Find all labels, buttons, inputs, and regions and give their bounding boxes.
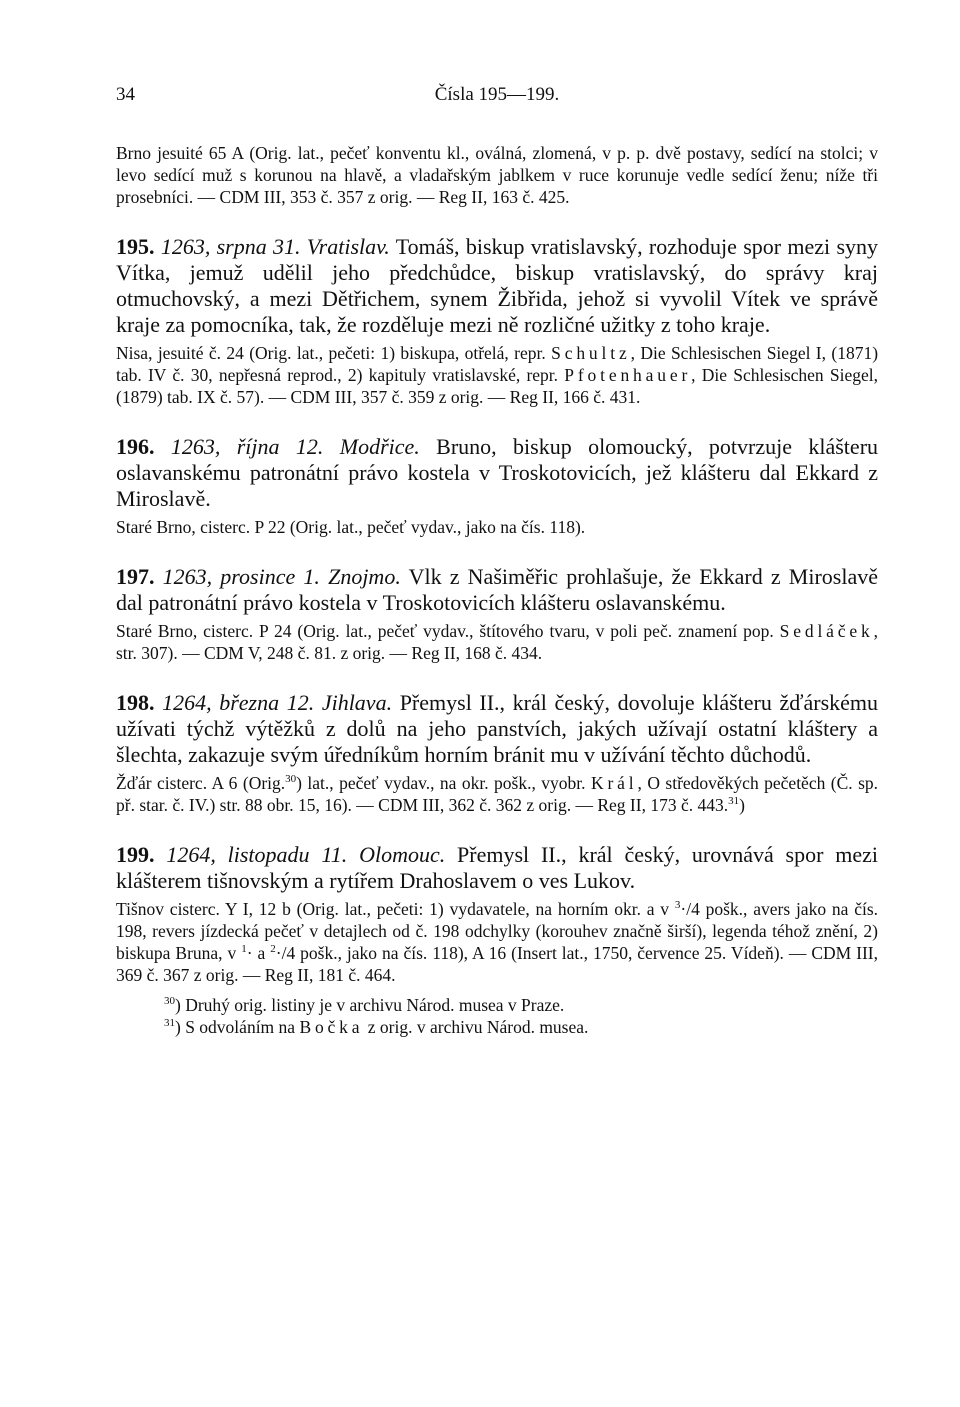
entry-date: 1263, prosince 1.: [162, 564, 320, 589]
author-name: Král: [591, 773, 638, 793]
entry-text: Vlk z Našiměřic prohlašuje, že Ekkard z Miroslavě dal patronátní právo kostela v Troskotovicích klášteru oslavanskému.: [116, 564, 879, 615]
entry-source-note: [116, 898, 878, 986]
entry-197: [116, 564, 878, 664]
entry-source-note: [116, 772, 878, 816]
entry-number: 199.: [116, 842, 155, 867]
footnote-text: ) S odvoláním na: [175, 1017, 296, 1037]
entry-date: 1263, října 12.: [170, 434, 324, 459]
page-content: [116, 142, 878, 1038]
note-text: Staré Brno, cisterc. P 22 (Orig. lat., pečeť vydav., jako na čís. 118).: [116, 517, 586, 537]
note-text: Žďár cisterc. A 6 (Orig.: [116, 773, 286, 793]
entry-place: Olomouc.: [359, 842, 446, 867]
entry-source-note: [116, 516, 878, 538]
note-text: Staré Brno, cisterc. P 24 (Orig. lat., pečeť vydav., štítového tvaru, v poli peč. znamení pop.: [116, 621, 774, 641]
entry-regest: [116, 564, 878, 616]
fraction-numerator: 1: [241, 943, 247, 956]
fraction-numerator: 2: [270, 943, 276, 956]
note-text: Tišnov cisterc. Y I, 12 b (Orig. lat., pečeti: 1) vydavatele, na horním okr. a v: [116, 899, 670, 919]
note-text: · a: [246, 943, 266, 963]
entry-date: 1264, března 12.: [162, 690, 315, 715]
entry-195: [116, 234, 878, 408]
entry-text: Přemysl II., král český, urovnává spor mezi klášterem tišnovským a rytířem Drahoslavem o ves Lukov.: [116, 842, 879, 893]
entry-date: 1264, listopadu 11.: [166, 842, 348, 867]
entry-place: Modřice.: [339, 434, 420, 459]
note-text: , Die Schlesischen Siegel I, (1871) tab. IV č. 30, nepřesná reprod., 2) kapituly vratislavské, repr.: [116, 343, 879, 385]
entry-196: [116, 434, 878, 538]
note-text: , str. 307). — CDM V, 248 č. 81. z orig. — Reg II, 168 č. 434.: [116, 621, 878, 663]
entry-regest: [116, 842, 878, 894]
entry-date: 1263, srpna 31.: [160, 234, 301, 259]
fraction-numerator: 3: [674, 899, 681, 912]
note-text: ): [739, 795, 745, 815]
author-name: Pfotenhauer: [564, 365, 692, 385]
entry-place: Znojmo.: [328, 564, 401, 589]
note-text: Nisa, jesuité č. 24 (Orig. lat., pečeti: 1) biskupa, otřelá, repr.: [116, 343, 546, 363]
entry-number: 198.: [116, 690, 155, 715]
note-text: , Die Schlesischen Siegel, (1879) tab. IX č. 57). — CDM III, 357 č. 359 z orig. — Reg II, 166 č. 431.: [116, 365, 879, 407]
entry-198: [116, 690, 878, 816]
footnotes: [116, 994, 878, 1038]
entry-regest: [116, 434, 878, 512]
note-text: ·/4 pošk., avers jako na čís. 198, revers jízdecká pečeť v detajlech od č. 198 odchylky (korouhev značně širší), legenda téhož znění, 2) biskupa Bruna, v: [116, 899, 879, 963]
running-title: Čísla 195—199.: [434, 84, 560, 105]
author-name: Bočka: [299, 1017, 364, 1037]
note-text: ·/4 pošk., jako na čís. 118), A 16 (Insert lat., 1750, července 25. Vídeň). — CDM III, 369 č. 367 z orig. — Reg II, 181 č. 464.: [116, 943, 879, 985]
footnote-mark: 31: [164, 1017, 175, 1030]
author-name: Schultz: [551, 343, 631, 363]
entry-place: Vratislav.: [306, 234, 390, 259]
entry-text: Přemysl II., král český, dovoluje klášteru žďárskému užívati týchž výtěžků z dolů na jeho panstvích, jakých užívají ostatní kláštery a šlechta, zakazuje svým úředníkům horním bránit mu v užívání těchto důchodů.: [116, 690, 879, 767]
author-name: Sedláček: [779, 621, 874, 641]
entry-place: Jihlava.: [321, 690, 393, 715]
footnote-mark: 30: [164, 995, 175, 1008]
entry-text: Tomáš, biskup vratislavský, rozhoduje spor mezi syny Vítka, jemuž udělil jeho předchůdce, biskup vratislavský, do správy kraj otmuchovský, a mezi Dětřichem, synem Žibřida, jehož si vyvolil Vítek ve správě kraje za pomocníka, tak, že rozděluje mezi ně rozličné užitky z toho kraje.: [116, 234, 879, 337]
footnote-30: [164, 994, 878, 1016]
footnote-text: ) Druhý orig. listiny je v archivu Národ. musea v Praze.: [175, 995, 565, 1015]
entry-regest: [116, 234, 878, 338]
footnote-text: z orig. v archivu Národ. musea.: [367, 1017, 589, 1037]
entry-regest: [116, 690, 878, 768]
entry-number: 195.: [116, 234, 155, 259]
intro-note: Brno jesuité 65 A (Orig. lat., pečeť konventu kl., oválná, zlomená, v p. p. dvě postavy, sedící na stolci; v levo sedící muž s korunou na hlavě, a vladařským jablkem v ruce korunuje vedle sedící ženu; níže tři prosebníci. — CDM III, 353 č. 357 z orig. — Reg II, 163 č. 425.: [116, 143, 878, 207]
note-text: ) lat., pečeť vydav., na okr. pošk., vyobr.: [296, 773, 586, 793]
footnote-31: [164, 1016, 878, 1038]
footnote-ref: 30: [285, 773, 297, 786]
entry-number: 196.: [116, 434, 155, 459]
entry-source-note: [116, 620, 878, 664]
footnote-ref: 31: [728, 795, 740, 808]
page-header: [116, 84, 878, 114]
note-text: , O středověkých pečetěch (Č. sp. př. star. č. IV.) str. 88 obr. 15, 16). — CDM III, 362 č. 362 z orig. — Reg II, 173 č. 443.: [116, 773, 879, 815]
page-number: 34: [116, 84, 135, 105]
entry-text: Bruno, biskup olomoucký, potvrzuje klášteru oslavanskému patronátní právo kostela v Troskotovicích, jež klášteru dal Ekkard z Miroslavě.: [116, 434, 879, 511]
entry-number: 197.: [116, 564, 155, 589]
entry-source-note: [116, 342, 878, 408]
entry-199: [116, 842, 878, 986]
